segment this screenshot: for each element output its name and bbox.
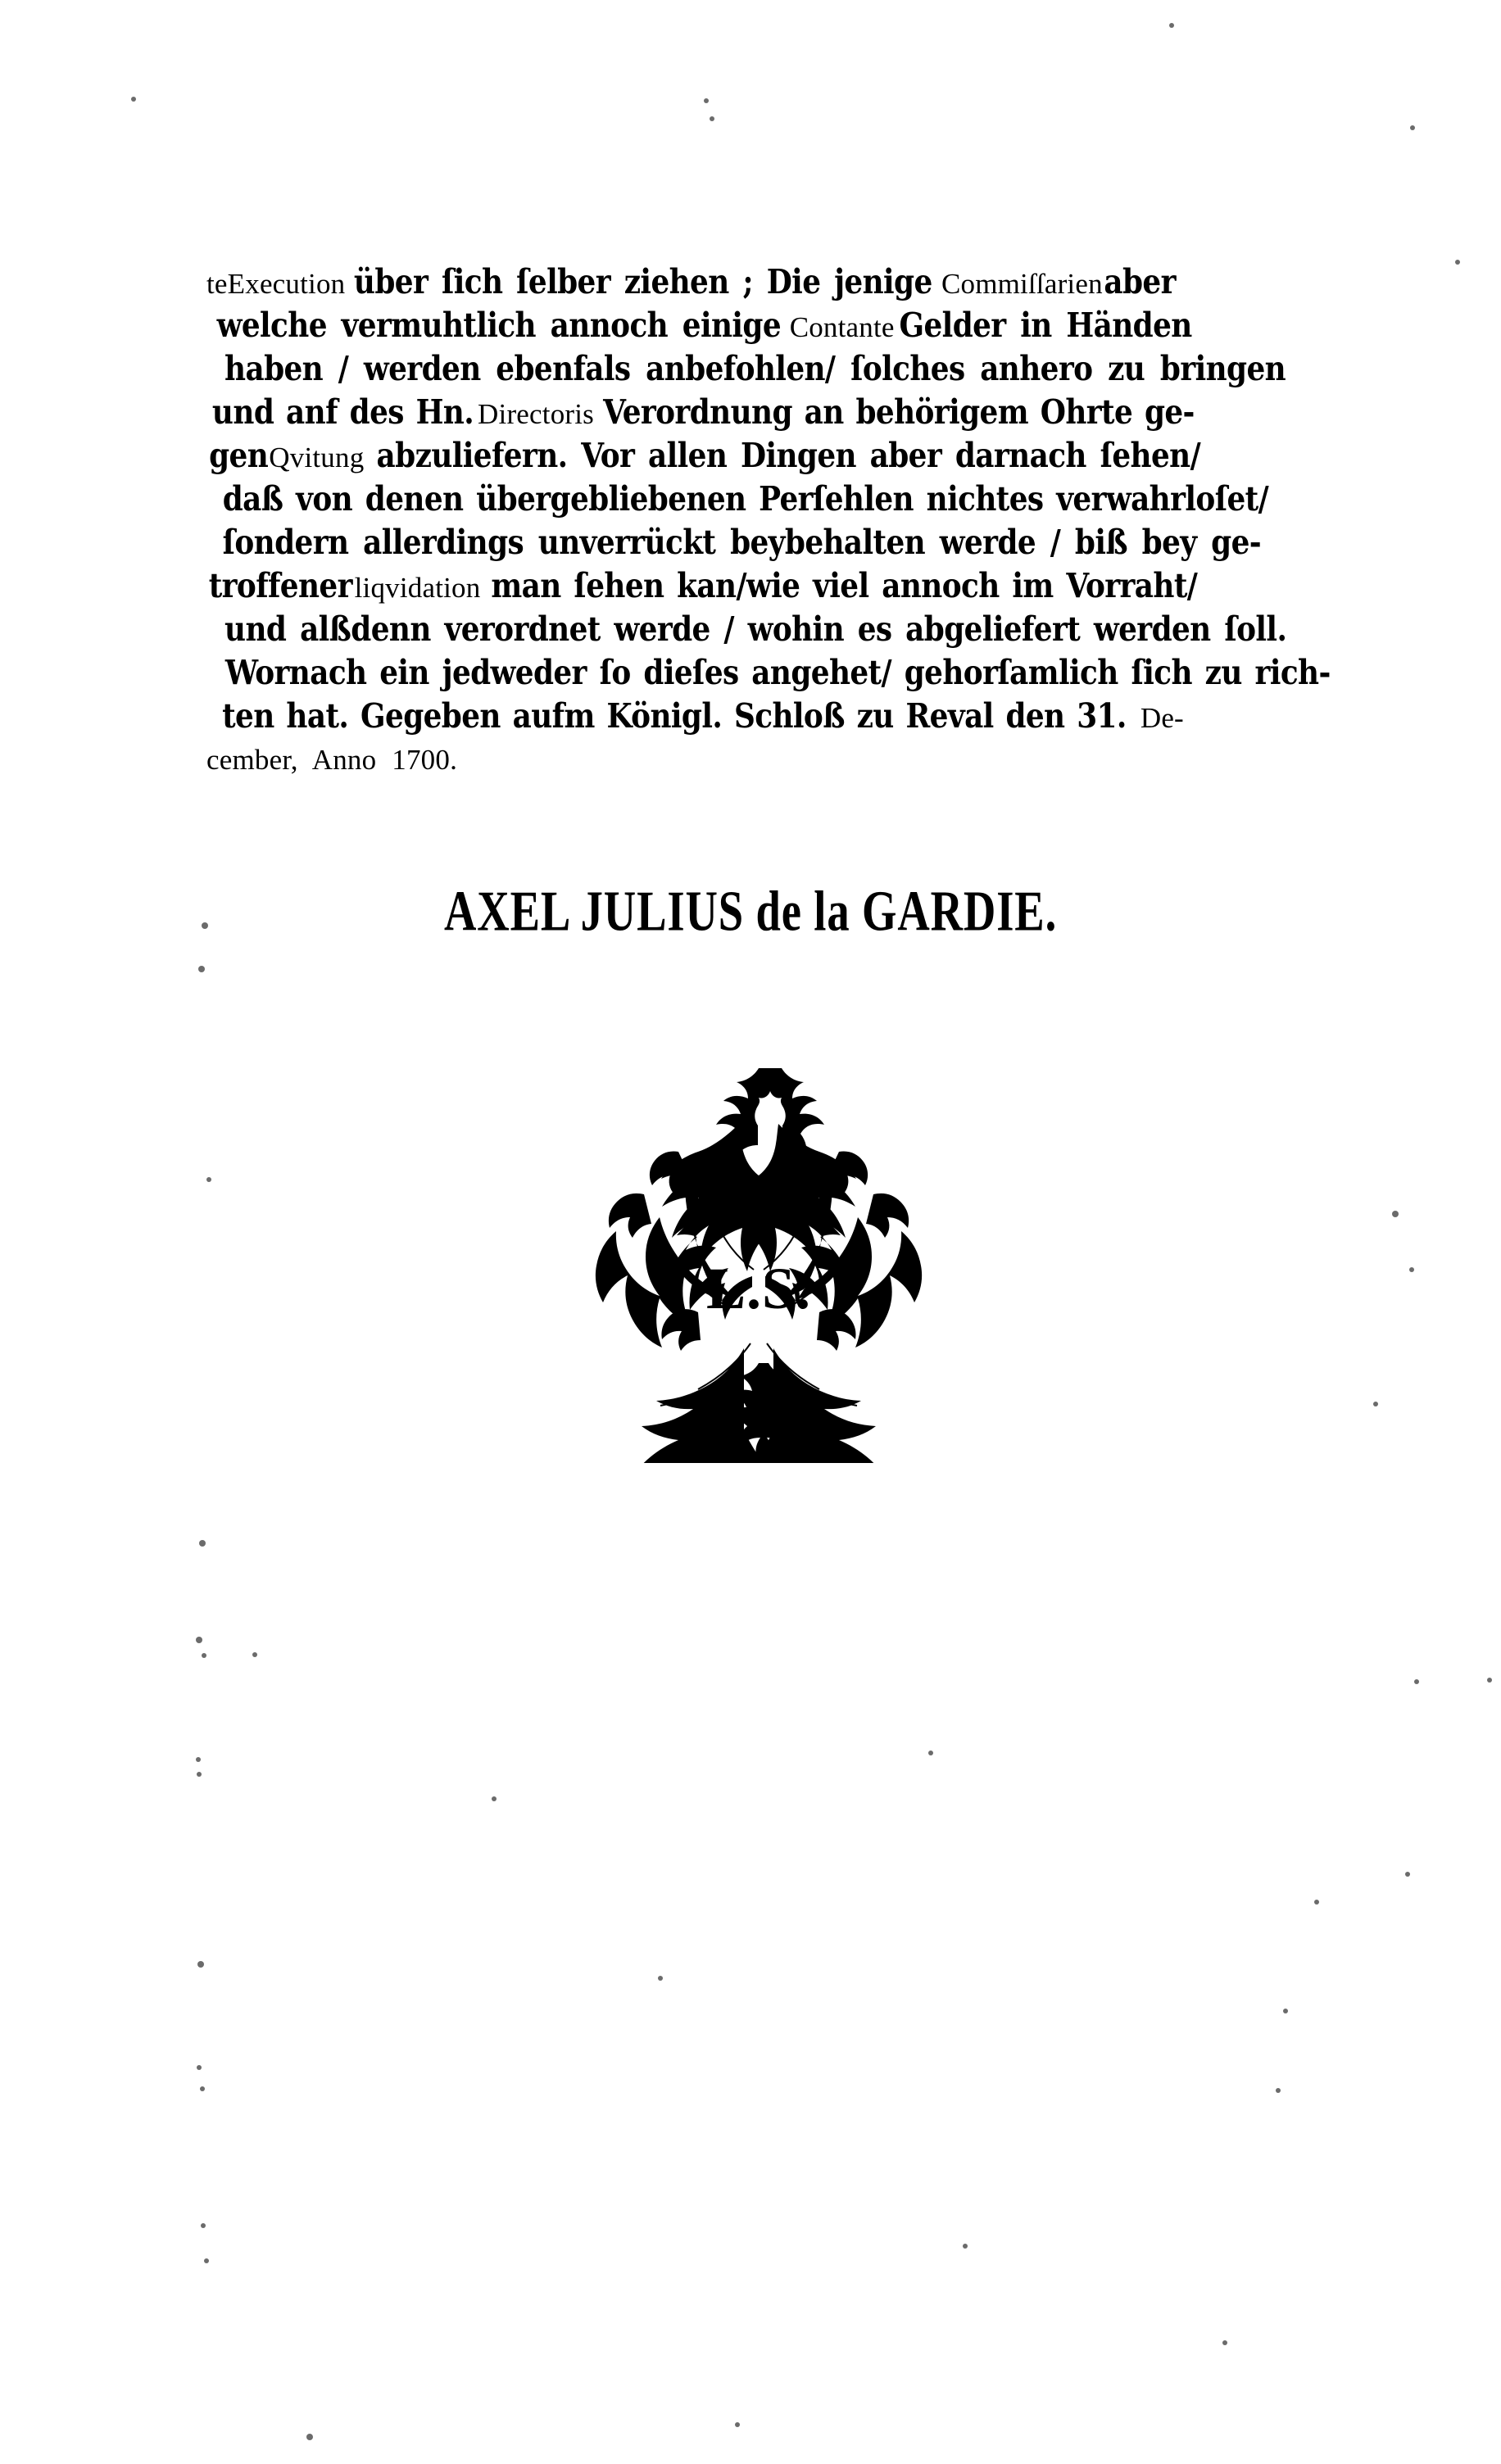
roman-text-run: Qvitung (269, 442, 365, 473)
text-line (206, 391, 1296, 434)
paper-speck (710, 116, 714, 121)
paper-speck (202, 1653, 206, 1658)
paper-speck (199, 1540, 206, 1547)
paper-speck (735, 2422, 740, 2427)
floral-cartouche-ornament (554, 1053, 964, 1463)
text-line (206, 260, 1296, 304)
paper-speck (1409, 1267, 1414, 1272)
fraktur-text-run: haben / werden ebenfals anbefohlen/ ſolches anhero zu bringen (224, 349, 1286, 388)
fraktur-text-run: welche vermuhtlich annoch einige (216, 306, 782, 345)
paper-speck (1276, 2088, 1281, 2093)
paper-speck (492, 1796, 497, 1801)
roman-text-run: cember, Anno 1700. (206, 744, 458, 776)
text-line (206, 304, 1296, 347)
paper-speck (200, 2086, 205, 2091)
paper-speck (1487, 1678, 1492, 1683)
fraktur-text-run: daß von denen übergebliebenen Perſehlen nichtes verwahrloſet/ (222, 479, 1269, 519)
text-line (206, 521, 1296, 564)
roman-text-run: Execution (227, 268, 346, 300)
paper-speck (1169, 23, 1174, 28)
paper-speck (928, 1751, 933, 1755)
fraktur-text-run: und anf des Hn. (211, 392, 474, 432)
fraktur-text-run: troffener (208, 566, 352, 605)
text-line (206, 738, 1296, 781)
text-line (206, 434, 1296, 478)
text-line (206, 608, 1296, 651)
fraktur-text-run: Wornach ein jedweder ſo dieſes angehet/ gehorſamlich ſich zu rich- (224, 653, 1331, 692)
fraktur-text-run: abzuliefern. Vor allen Dingen aber darnach ſehen/ (376, 436, 1201, 475)
roman-text-run: Contante (789, 311, 895, 343)
paper-speck (196, 1637, 202, 1643)
text-line (206, 651, 1331, 695)
paper-speck (197, 2065, 202, 2070)
paper-speck (201, 2223, 206, 2228)
paper-speck (1283, 2009, 1288, 2013)
fraktur-text-run: ten hat. Gegeben aufm Königl. Schloß zu Reval den 31. (222, 696, 1127, 736)
fraktur-text-run: und alßdenn verordnet werde / wohin es abgeliefert werden ſoll. (224, 609, 1287, 649)
text-line (206, 347, 1296, 391)
text-line (206, 564, 1296, 608)
roman-text-run: Commiſſarien (941, 268, 1103, 300)
paper-speck (252, 1652, 257, 1657)
fraktur-text-run: Verordnung an behörigem Ohrte ge- (603, 392, 1195, 432)
fraktur-text-run: ſondern allerdings unverrückt beybehalten werde / biß bey ge- (222, 523, 1262, 562)
paper-speck (704, 98, 709, 103)
body-text-block (206, 260, 1331, 781)
roman-text-run: te (206, 268, 228, 300)
fraktur-text-run: man ſehen kan/wie viel annoch im Vorraht/ (491, 566, 1198, 605)
roman-text-run: Directoris (478, 398, 594, 430)
paper-speck (1455, 260, 1460, 265)
paper-speck (1414, 1679, 1419, 1684)
paper-speck (196, 1757, 201, 1762)
locus-sigilli-monogram: L.S. (705, 1256, 812, 1321)
paper-speck (202, 922, 208, 929)
fraktur-text-run: Gelder in Händen (899, 306, 1192, 345)
paper-speck (1392, 1211, 1399, 1217)
paper-speck (197, 1961, 204, 1968)
paper-speck (206, 1177, 211, 1182)
paper-speck (1410, 125, 1415, 130)
text-line (206, 695, 1296, 738)
paper-speck (1405, 1872, 1410, 1877)
paper-speck (306, 2434, 313, 2440)
paper-speck (131, 97, 136, 102)
paper-speck (1373, 1402, 1378, 1406)
paper-speck (658, 1976, 663, 1981)
roman-text-run: De- (1140, 702, 1184, 734)
text-line (206, 478, 1296, 521)
signatory-name: AXEL JULIUS de la GARDIE. (443, 880, 1058, 944)
roman-text-run: liqvidation (354, 572, 481, 604)
fraktur-text-run: gen (209, 436, 269, 475)
fraktur-text-run: aber (1104, 262, 1176, 301)
paper-speck (197, 1772, 202, 1777)
signature-block (0, 880, 1501, 944)
paper-speck (963, 2244, 968, 2249)
fraktur-text-run: über ſich ſelber ziehen ; Die jenige (354, 262, 933, 301)
paper-speck (1222, 2340, 1227, 2345)
paper-speck (198, 966, 205, 972)
paper-speck (204, 2258, 209, 2263)
paper-speck (1314, 1900, 1319, 1905)
